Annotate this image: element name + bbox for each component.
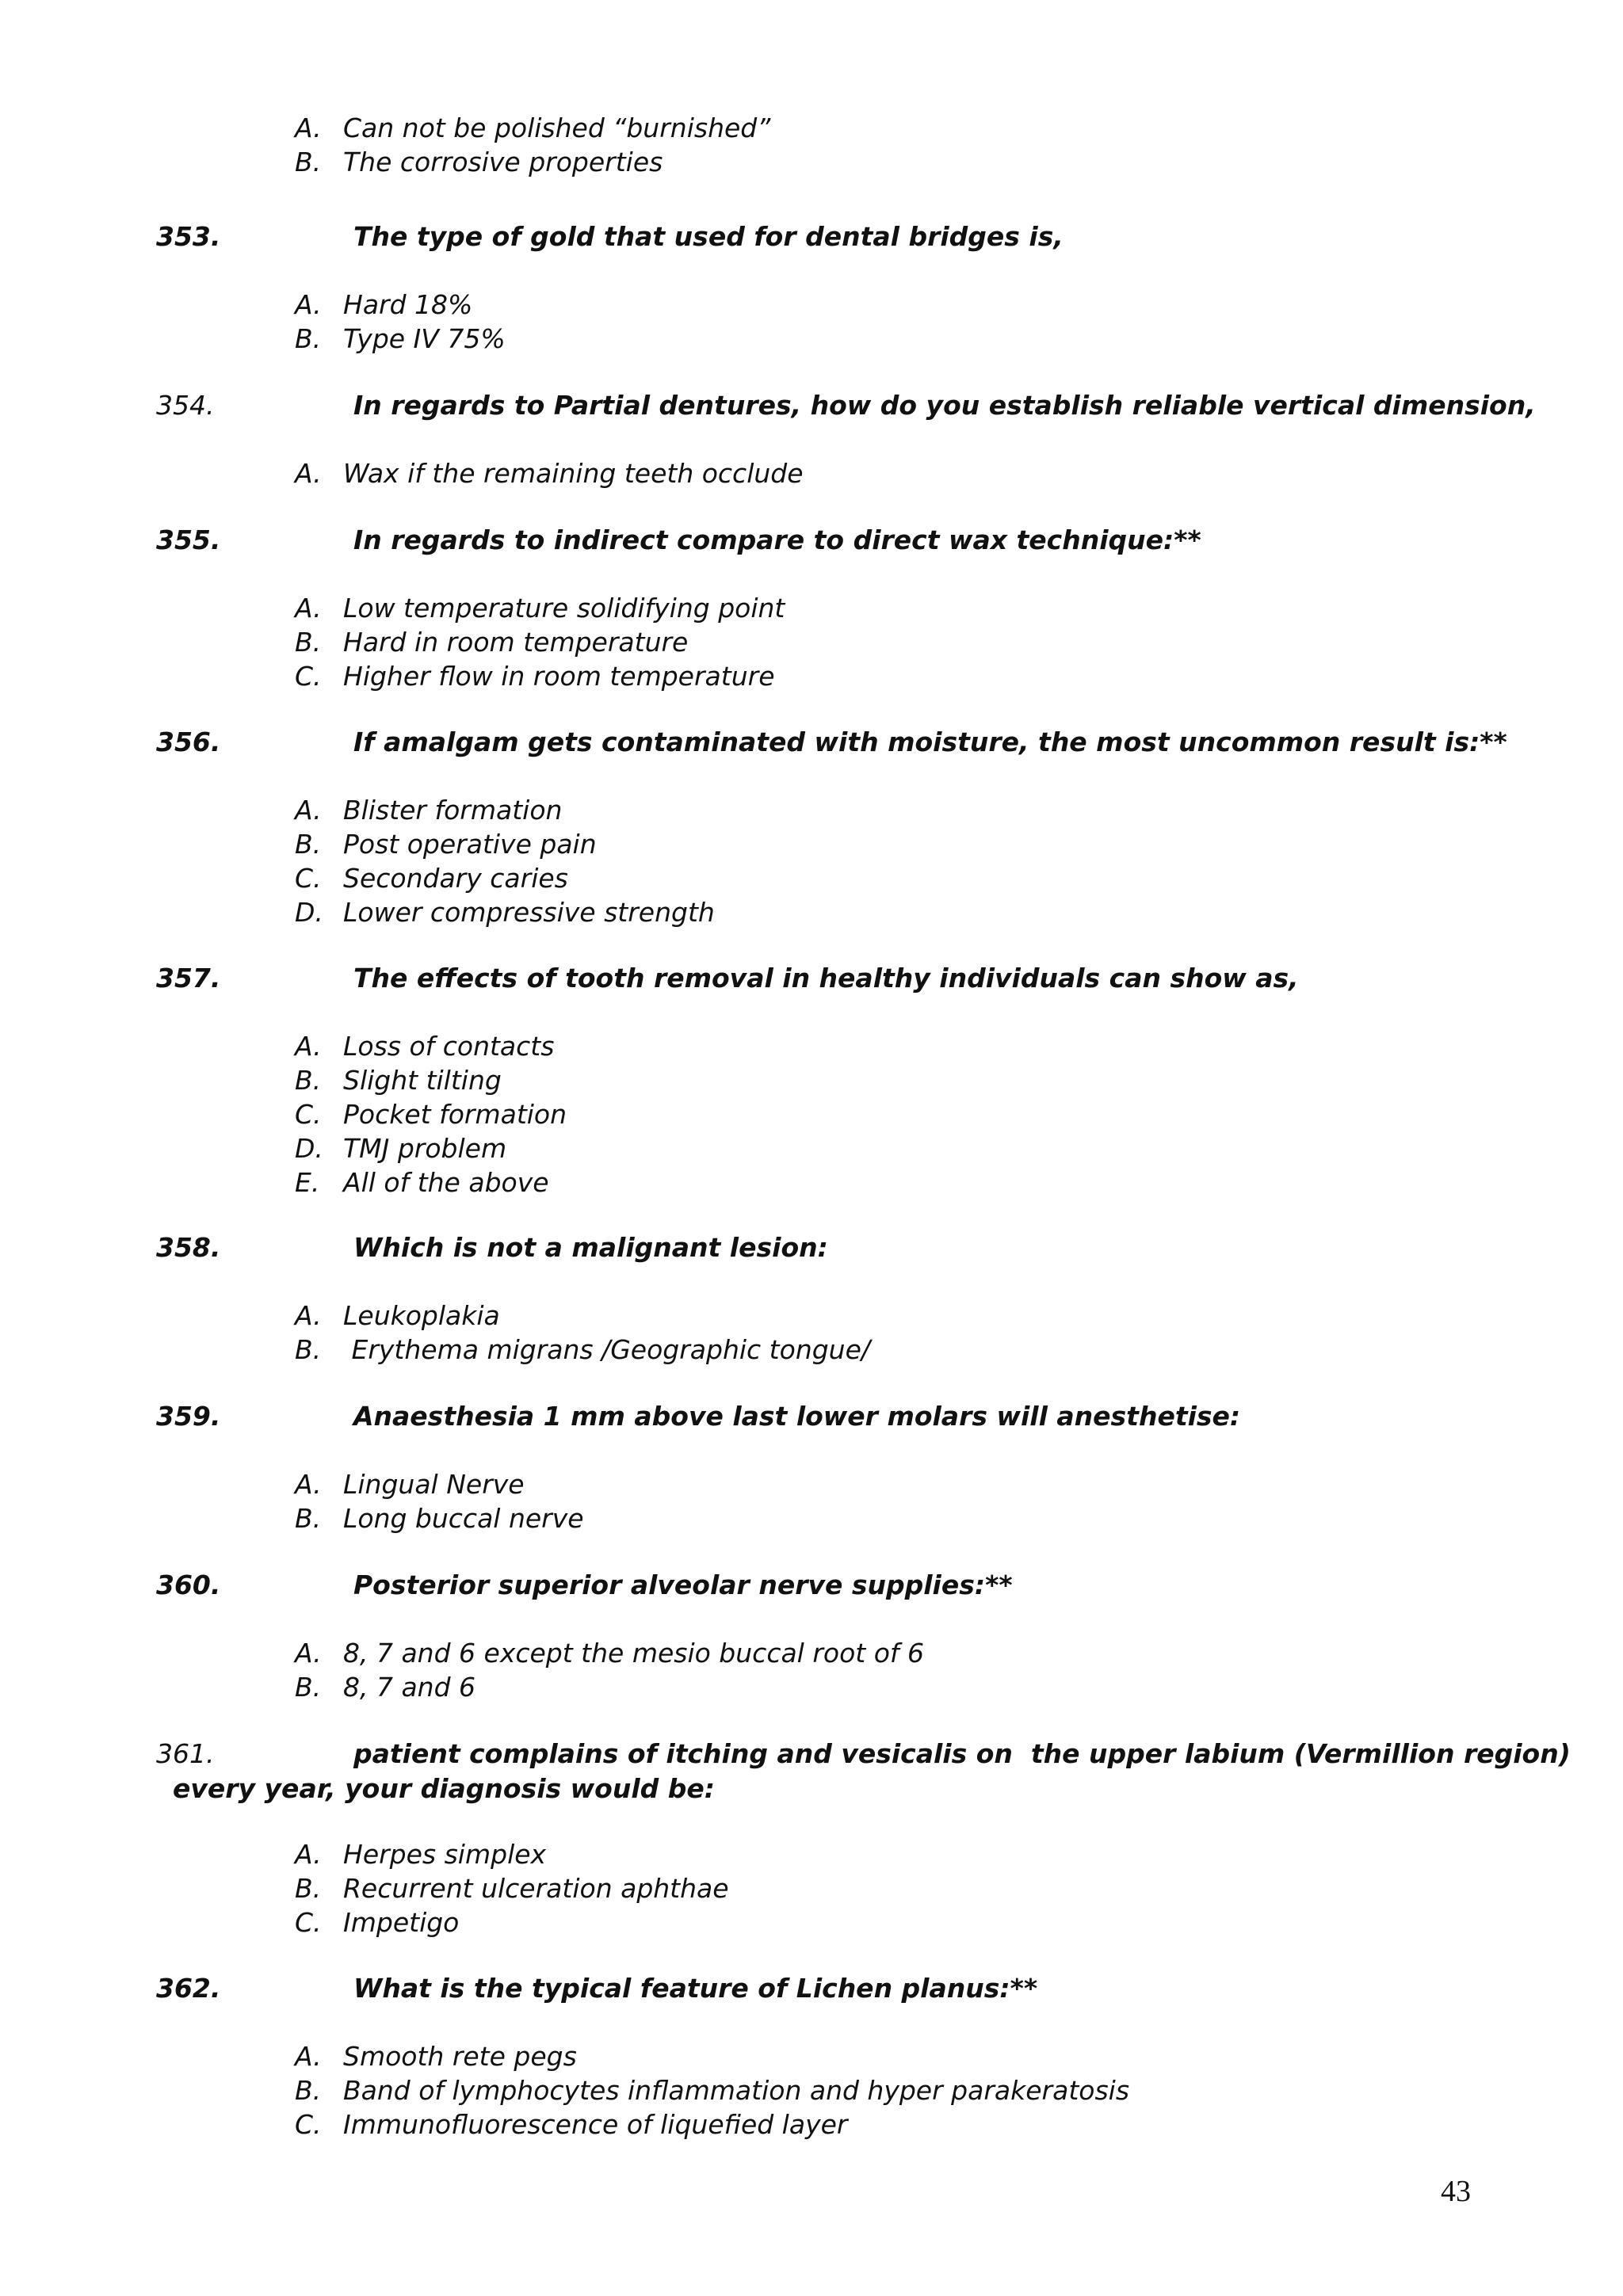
- question-number: 357.: [156, 963, 221, 994]
- option-text: Hard in room temperature: [343, 627, 689, 658]
- option-letter: A.: [295, 1031, 322, 1062]
- option: [0, 1063, 1623, 1097]
- question-number: 353.: [156, 221, 221, 252]
- option: [0, 1670, 1623, 1704]
- option: [0, 1299, 1623, 1333]
- option-letter: B.: [295, 829, 322, 860]
- option-letter: A.: [295, 1300, 322, 1331]
- option: [0, 1029, 1623, 1063]
- question-text: In regards to Partial dentures, how do you establish reliable vertical dimension,: [353, 390, 1536, 421]
- option-text: Slight tilting: [343, 1065, 502, 1096]
- option-text: 8, 7 and 6 except the mesio buccal root of 6: [343, 1638, 925, 1669]
- option: [0, 793, 1623, 827]
- option-letter: C.: [295, 2109, 322, 2140]
- question-355: [0, 523, 1623, 563]
- option: [0, 591, 1623, 625]
- option: [0, 1871, 1623, 1905]
- question-text: What is the typical feature of Lichen planus:**: [353, 1973, 1038, 2004]
- question-text: Anaesthesia 1 mm above last lower molars will anesthetise:: [353, 1401, 1241, 1432]
- options-357: [0, 1029, 1623, 1199]
- option: [0, 1097, 1623, 1131]
- option-text: The corrosive properties: [343, 147, 663, 177]
- option: [0, 861, 1623, 895]
- option: [0, 1131, 1623, 1165]
- option: [0, 827, 1623, 861]
- lead-options-list: [0, 111, 1623, 179]
- question-text: The effects of tooth removal in healthy individuals can show as,: [353, 963, 1299, 994]
- option-letter: B.: [295, 2075, 322, 2106]
- option-text: Hard 18%: [343, 289, 473, 320]
- option-letter: A.: [295, 113, 322, 143]
- option-letter: B.: [295, 1503, 322, 1534]
- option: [0, 456, 1623, 490]
- question-text: If amalgam gets contaminated with moisture, the most uncommon result is:**: [353, 727, 1507, 757]
- question-number: 356.: [156, 727, 221, 757]
- option-letter: A.: [295, 1638, 322, 1669]
- option-text: Can not be polished “burnished”: [343, 113, 771, 143]
- option: [0, 2073, 1623, 2107]
- question-356: [0, 725, 1623, 765]
- options-361: [0, 1837, 1623, 1939]
- option-letter: B.: [295, 627, 322, 658]
- option-letter: A.: [295, 795, 322, 826]
- question-362: [0, 1971, 1623, 2011]
- option: [0, 322, 1623, 356]
- question-359: [0, 1399, 1623, 1439]
- option: [0, 1636, 1623, 1670]
- option-letter: B.: [295, 147, 322, 177]
- question-number: 354.: [156, 390, 215, 421]
- options-353: [0, 288, 1623, 356]
- option: [0, 145, 1623, 179]
- option-text: Lingual Nerve: [343, 1469, 525, 1500]
- option-text: Pocket formation: [343, 1099, 567, 1130]
- options-356: [0, 793, 1623, 929]
- options-358: [0, 1299, 1623, 1367]
- option-letter: B.: [295, 1065, 322, 1096]
- question-number: 360.: [156, 1569, 221, 1600]
- question-354: [0, 388, 1623, 428]
- option-text: Lower compressive strength: [343, 897, 715, 928]
- option-text: Impetigo: [343, 1907, 460, 1938]
- question-358: [0, 1230, 1623, 1270]
- option-text: Secondary caries: [343, 863, 568, 894]
- options-355: [0, 591, 1623, 693]
- options-354: [0, 456, 1623, 490]
- options-360: [0, 1636, 1623, 1704]
- option-letter: D.: [295, 897, 323, 928]
- question-text: patient complains of itching and vesicalis on the upper labium (Vermillion region): [353, 1738, 1571, 1769]
- option-letter: A.: [295, 593, 322, 624]
- option: [0, 1333, 1623, 1367]
- option: [0, 1905, 1623, 1939]
- question-353: [0, 219, 1623, 259]
- option-letter: C.: [295, 1907, 322, 1938]
- option-text: Herpes simplex: [343, 1839, 547, 1870]
- question-text: In regards to indirect compare to direct wax technique:**: [353, 524, 1201, 555]
- question-360: [0, 1568, 1623, 1608]
- option: [0, 1467, 1623, 1501]
- option-text: Smooth rete pegs: [343, 2041, 577, 2072]
- option-text: Wax if the remaining teeth occlude: [343, 458, 804, 489]
- question-number: 358.: [156, 1232, 221, 1263]
- question-number: 362.: [156, 1973, 221, 2004]
- option: [0, 2039, 1623, 2073]
- option-text: All of the above: [343, 1167, 549, 1198]
- option-letter: B.: [295, 323, 322, 354]
- option-letter: B.: [295, 1672, 322, 1703]
- option-text: Recurrent ulceration aphthae: [343, 1873, 729, 1904]
- option: [0, 2107, 1623, 2142]
- question-357: [0, 961, 1623, 1001]
- option-letter: C.: [295, 661, 322, 692]
- option: [0, 111, 1623, 145]
- option-text: Blister formation: [343, 795, 563, 826]
- option-text: Leukoplakia: [343, 1300, 500, 1331]
- option-letter: C.: [295, 1099, 322, 1130]
- question-text: Posterior superior alveolar nerve supplies:**: [353, 1569, 1013, 1600]
- question-text-continuation: every year, your diagnosis would be:: [173, 1773, 715, 1804]
- option-text: Type IV 75%: [343, 323, 506, 354]
- page-number: 43: [1441, 2175, 1471, 2208]
- option-text: 8, 7 and 6: [343, 1672, 476, 1703]
- option-text: TMJ problem: [343, 1133, 507, 1164]
- option-letter: A.: [295, 289, 322, 320]
- option: [0, 1165, 1623, 1199]
- question-number: 359.: [156, 1401, 221, 1432]
- option: [0, 659, 1623, 693]
- option-letter: A.: [295, 1469, 322, 1500]
- option-text: Erythema migrans /Geographic tongue/: [343, 1334, 871, 1365]
- question-361: [0, 1737, 1623, 1808]
- option-letter: A.: [295, 1839, 322, 1870]
- option-letter: C.: [295, 863, 322, 894]
- option-letter: A.: [295, 458, 322, 489]
- option-letter: D.: [295, 1133, 323, 1164]
- option-text: Immunofluorescence of liquefied layer: [343, 2109, 848, 2140]
- options-359: [0, 1467, 1623, 1535]
- question-text: Which is not a malignant lesion:: [353, 1232, 828, 1263]
- option-letter: B.: [295, 1334, 322, 1365]
- option-letter: A.: [295, 2041, 322, 2072]
- option: [0, 625, 1623, 659]
- option-text: Low temperature solidifying point: [343, 593, 785, 624]
- question-number: 361.: [156, 1738, 215, 1769]
- option: [0, 895, 1623, 929]
- options-362: [0, 2039, 1623, 2142]
- option: [0, 1501, 1623, 1535]
- option-text: Loss of contacts: [343, 1031, 555, 1062]
- option: [0, 1837, 1623, 1871]
- option-text: Long buccal nerve: [343, 1503, 584, 1534]
- option-text: Higher flow in room temperature: [343, 661, 775, 692]
- option: [0, 288, 1623, 322]
- option-letter: B.: [295, 1873, 322, 1904]
- option-text: Band of lymphocytes inflammation and hyper parakeratosis: [343, 2075, 1130, 2106]
- question-text: The type of gold that used for dental bridges is,: [353, 221, 1064, 252]
- option-letter: E.: [295, 1167, 320, 1198]
- option-text: Post operative pain: [343, 829, 597, 860]
- question-number: 355.: [156, 524, 221, 555]
